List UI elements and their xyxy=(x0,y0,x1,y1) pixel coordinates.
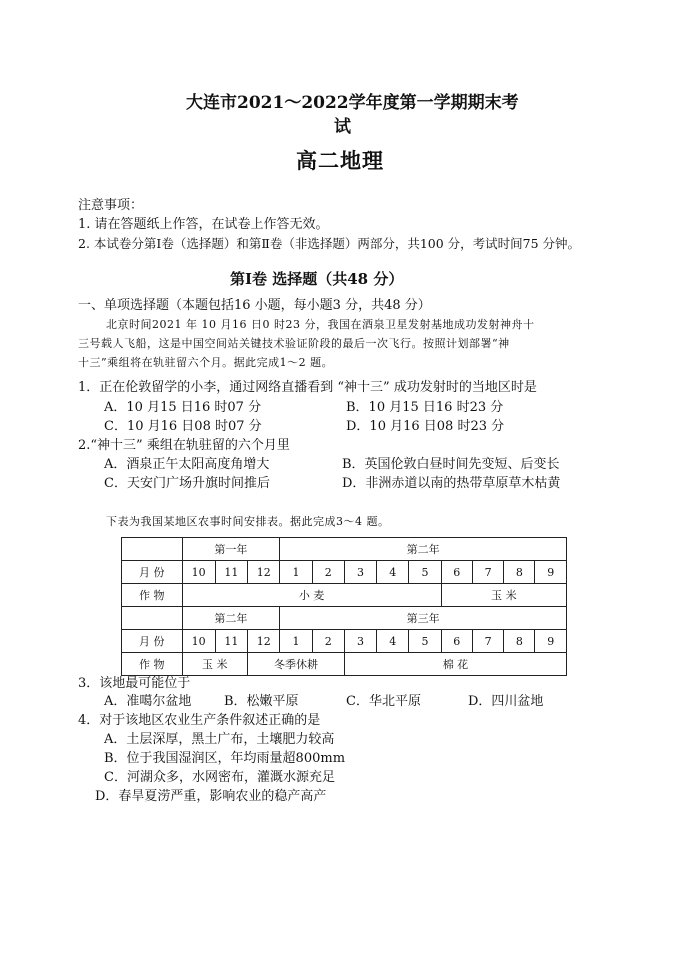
q2-option-c: C．天安门广场升旗时间推后 xyxy=(104,476,270,491)
q4-option-c: C．河湖众多，水网密布，灌溉水源充足 xyxy=(104,770,335,785)
month-cell: 11 xyxy=(215,630,247,653)
q3-option-a: A．准噶尔盆地 xyxy=(104,694,192,709)
q1-option-c: C．10 月16 日08 时07 分 xyxy=(104,419,262,434)
q1-option-a: A．10 月15 日16 时07 分 xyxy=(104,400,262,415)
year-header: 第二年 xyxy=(182,607,280,630)
table-cell-empty xyxy=(122,538,183,561)
month-cell: 12 xyxy=(248,630,280,653)
passage1-line3: 十三”乘组将在轨驻留六个月。据此完成1～2 题。 xyxy=(78,356,334,369)
q4-option-b: B．位于我国湿润区，年均雨量超800mm xyxy=(104,751,346,766)
year-header: 第一年 xyxy=(182,538,280,561)
month-cell: 5 xyxy=(409,630,441,653)
crop-label: 作 物 xyxy=(122,653,183,676)
month-cell: 2 xyxy=(312,561,344,584)
month-cell: 9 xyxy=(535,561,567,584)
q3-option-d: D．四川盆地 xyxy=(468,694,544,709)
passage1-line1: 北京时间2021 年 10 月16 日0 时23 分，我国在酒泉卫星发射基地成功发射神舟十 xyxy=(106,318,535,331)
table-row xyxy=(122,584,567,607)
month-cell: 8 xyxy=(504,561,535,584)
month-label: 月 份 xyxy=(122,561,183,584)
month-label: 月 份 xyxy=(122,630,183,653)
q3-stem: 3．该地最可能位于 xyxy=(78,676,191,691)
crop-cell: 冬季休耕 xyxy=(248,653,345,676)
month-cell: 12 xyxy=(248,561,280,584)
table-row xyxy=(122,607,567,630)
table-row xyxy=(122,561,567,584)
exam-title-line1: 大连市2021～2022学年度第一学期期末考 xyxy=(186,93,519,113)
month-cell: 4 xyxy=(377,630,409,653)
month-cell: 6 xyxy=(441,561,472,584)
notes-heading: 注意事项： xyxy=(78,198,144,213)
note-item-1: 1. 请在答题纸上作答，在试卷上作答无效。 xyxy=(78,217,329,232)
month-cell: 5 xyxy=(409,561,441,584)
month-cell: 3 xyxy=(344,630,376,653)
q4-stem: 4．对于该地区农业生产条件叙述正确的是 xyxy=(78,713,321,728)
month-cell: 1 xyxy=(280,630,312,653)
exam-title-line2: 试 xyxy=(334,117,351,137)
crop-label: 作 物 xyxy=(122,584,183,607)
part1-title: 第Ⅰ卷 选择题（共48 分） xyxy=(230,270,404,288)
crop-cell: 棉 花 xyxy=(344,653,566,676)
month-cell: 10 xyxy=(182,630,215,653)
q1-stem: 1．正在伦敦留学的小李，通过网络直播看到 “神十三” 成功发射时的当地区时是 xyxy=(78,380,537,395)
crop-cell: 玉 米 xyxy=(182,653,248,676)
month-cell: 2 xyxy=(312,630,344,653)
section-heading: 一、单项选择题（本题包括16 小题，每小题3 分，共48 分） xyxy=(78,298,431,313)
q2-option-b: B．英国伦敦白昼时间先变短、后变长 xyxy=(342,457,560,472)
month-cell: 4 xyxy=(377,561,409,584)
q1-option-d: D．10 月16 日08 时23 分 xyxy=(346,419,505,434)
q3-option-b: B．松嫩平原 xyxy=(224,694,299,709)
month-cell: 9 xyxy=(535,630,567,653)
year-header: 第二年 xyxy=(280,538,567,561)
passage2: 下表为我国某地区农事时间安排表。据此完成3～4 题。 xyxy=(106,515,390,528)
table-row xyxy=(122,630,567,653)
month-cell: 6 xyxy=(441,630,472,653)
q1-option-b: B．10 月15 日16 时23 分 xyxy=(346,400,504,415)
q2-option-a: A．酒泉正午太阳高度角增大 xyxy=(104,457,270,472)
q4-option-a: A．土层深厚，黑土广布，土壤肥力较高 xyxy=(104,732,335,747)
q2-option-d: D．非洲赤道以南的热带草原草木枯黄 xyxy=(342,476,561,491)
farming-schedule-table xyxy=(121,537,567,676)
q2-stem: 2.“神十三” 乘组在轨驻留的六个月里 xyxy=(78,438,290,453)
note-item-2: 2. 本试卷分第Ⅰ卷（选择题）和第Ⅱ卷（非选择题）两部分，共100 分，考试时间75 分钟。 xyxy=(78,236,581,251)
crop-cell: 小 麦 xyxy=(182,584,441,607)
q3-option-c: C．华北平原 xyxy=(346,694,421,709)
month-cell: 1 xyxy=(280,561,312,584)
month-cell: 11 xyxy=(215,561,247,584)
month-cell: 7 xyxy=(472,630,503,653)
month-cell: 10 xyxy=(182,561,215,584)
subject-title: 高二地理 xyxy=(296,148,384,173)
month-cell: 7 xyxy=(472,561,503,584)
month-cell: 8 xyxy=(504,630,535,653)
crop-cell: 玉 米 xyxy=(441,584,566,607)
passage1-line2: 三号载人飞船，这是中国空间站关键技术验证阶段的最后一次飞行。按照计划部署“神 xyxy=(78,337,510,350)
q4-option-d: D．春旱夏涝严重，影响农业的稳产高产 xyxy=(95,789,327,804)
month-cell: 3 xyxy=(344,561,376,584)
table-cell-empty xyxy=(122,607,183,630)
year-header: 第三年 xyxy=(280,607,567,630)
table-row xyxy=(122,538,567,561)
